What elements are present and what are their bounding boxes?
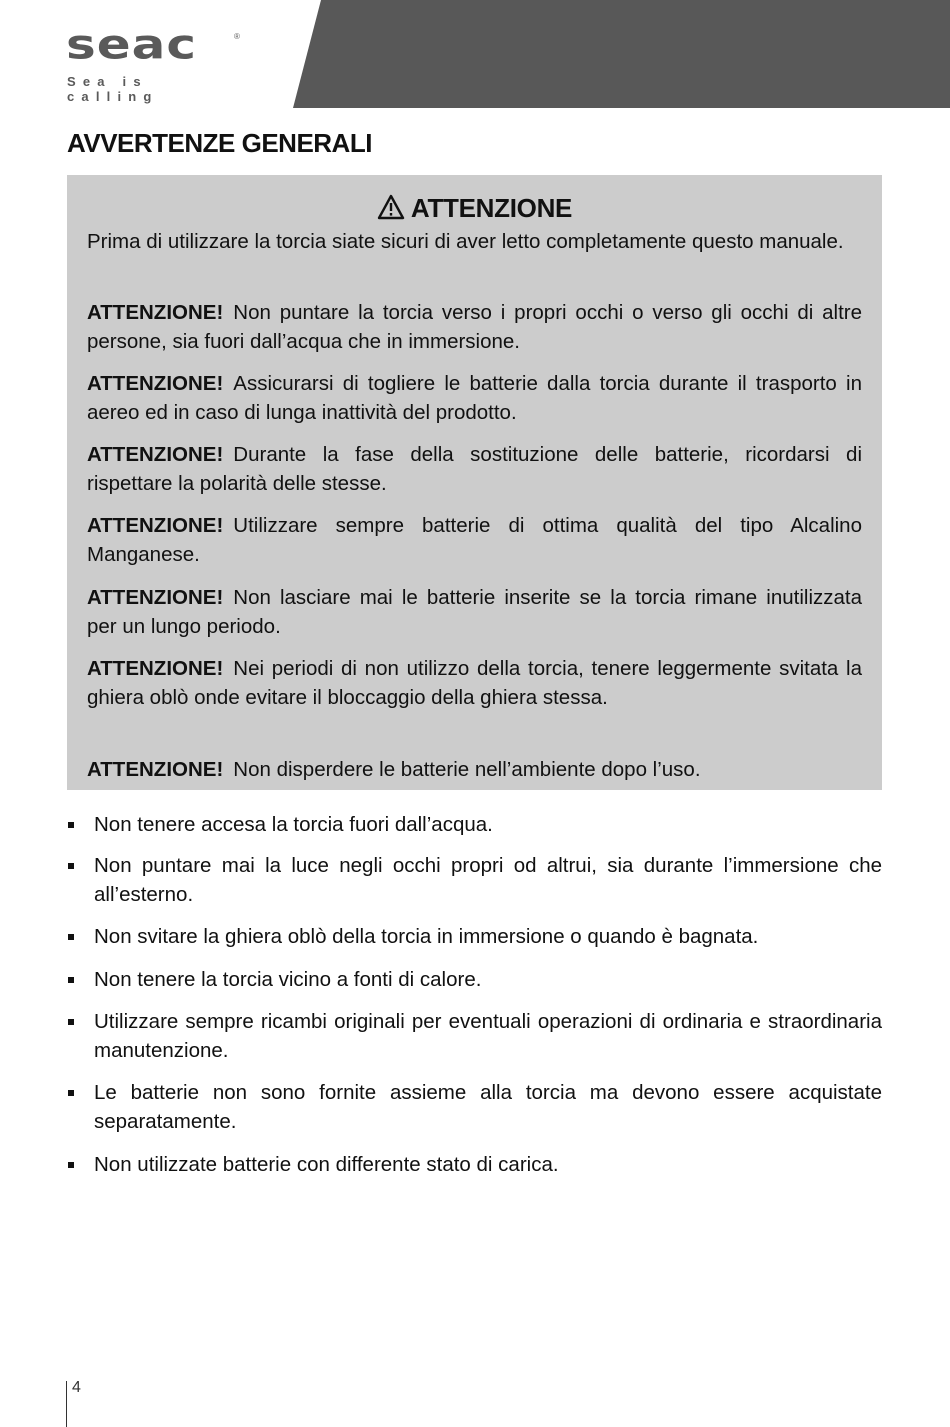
list-item [67, 810, 882, 839]
bullet-square-icon [68, 1162, 74, 1168]
warning-item-label: ATTENZIONE! [87, 758, 224, 781]
bullet-square-icon [68, 977, 74, 983]
page-number-rule [66, 1381, 67, 1427]
warning-item-text: Utilizzare sempre batterie di ottima qualità del tipo Alcalino Manganese. [87, 514, 862, 566]
logo-tagline: Sea is calling [67, 74, 159, 104]
list-item [67, 965, 882, 994]
warning-item-text: Non lasciare mai le batterie inserite se la torcia rimane inutilizzata per un lungo periodo. [87, 586, 862, 638]
warning-heading [67, 193, 882, 224]
list-item-text: Utilizzare sempre ricambi originali per eventuali operazioni di ordinaria e straordinaria manutenzione. [94, 1010, 882, 1062]
bullet-square-icon [68, 822, 74, 828]
warning-item [87, 369, 862, 427]
warning-item-text: Assicurarsi di togliere le batterie dalla torcia durante il trasporto in aereo ed in caso di lunga inattività del prodotto. [87, 372, 862, 424]
warning-item-text: Durante la fase della sostituzione delle batterie, ricordarsi di rispettare la polarità delle stesse. [87, 443, 862, 495]
list-item-text: Non svitare la ghiera oblò della torcia in immersione o quando è bagnata. [94, 925, 759, 948]
warning-item-label: ATTENZIONE! [87, 443, 224, 466]
list-item-text: Non utilizzate batterie con differente stato di carica. [94, 1153, 559, 1176]
warning-item [87, 298, 862, 356]
list-item-text: Non tenere la torcia vicino a fonti di calore. [94, 968, 482, 991]
warning-item-text: Non puntare la torcia verso i propri occhi o verso gli occhi di altre persone, sia fuori dall’acqua che in immersione. [87, 301, 862, 353]
logo-wordmark: seac [66, 20, 198, 69]
warning-item-text: Nei periodi di non utilizzo della torcia, tenere leggermente svitata la ghiera oblò onde evitare il bloccaggio della ghiera stessa. [87, 657, 862, 709]
logo-registered-mark: ® [234, 32, 240, 41]
warning-heading-text: ATTENZIONE [410, 193, 573, 223]
list-item [67, 851, 882, 909]
warning-item-label: ATTENZIONE! [87, 372, 224, 395]
warning-triangle-icon [377, 194, 405, 220]
warning-item [87, 440, 862, 498]
list-item [67, 1150, 882, 1179]
warning-box [67, 175, 882, 790]
warning-item-text: Non disperdere le batterie nell’ambiente dopo l’uso. [233, 758, 701, 781]
list-item-text: Non tenere accesa la torcia fuori dall’acqua. [94, 813, 493, 836]
list-item [67, 1007, 882, 1065]
bullet-square-icon [68, 1090, 74, 1096]
bullet-square-icon [68, 934, 74, 940]
warning-item [87, 654, 862, 712]
warning-item-label: ATTENZIONE! [87, 586, 224, 609]
page-title: AVVERTENZE GENERALI [67, 128, 372, 158]
list-item-text: Non puntare mai la luce negli occhi propri od altrui, sia durante l’immersione che all’esterno. [94, 854, 882, 906]
list-item-text: Le batterie non sono fornite assieme alla torcia ma devono essere acquistate separatamente. [94, 1081, 882, 1133]
page-number: 4 [72, 1379, 81, 1396]
bullet-square-icon [68, 1019, 74, 1025]
seac-logo [66, 20, 241, 104]
list-item [67, 1078, 882, 1136]
warning-item-label: ATTENZIONE! [87, 657, 224, 680]
bullet-square-icon [68, 863, 74, 869]
warning-intro: Prima di utilizzare la torcia siate sicuri di aver letto completamente questo manuale. [87, 230, 844, 253]
warning-item-label: ATTENZIONE! [87, 514, 224, 537]
warning-item [87, 583, 862, 641]
warning-item [87, 755, 862, 784]
list-item [67, 922, 882, 951]
warning-item [87, 511, 862, 569]
warning-item-label: ATTENZIONE! [87, 301, 224, 324]
